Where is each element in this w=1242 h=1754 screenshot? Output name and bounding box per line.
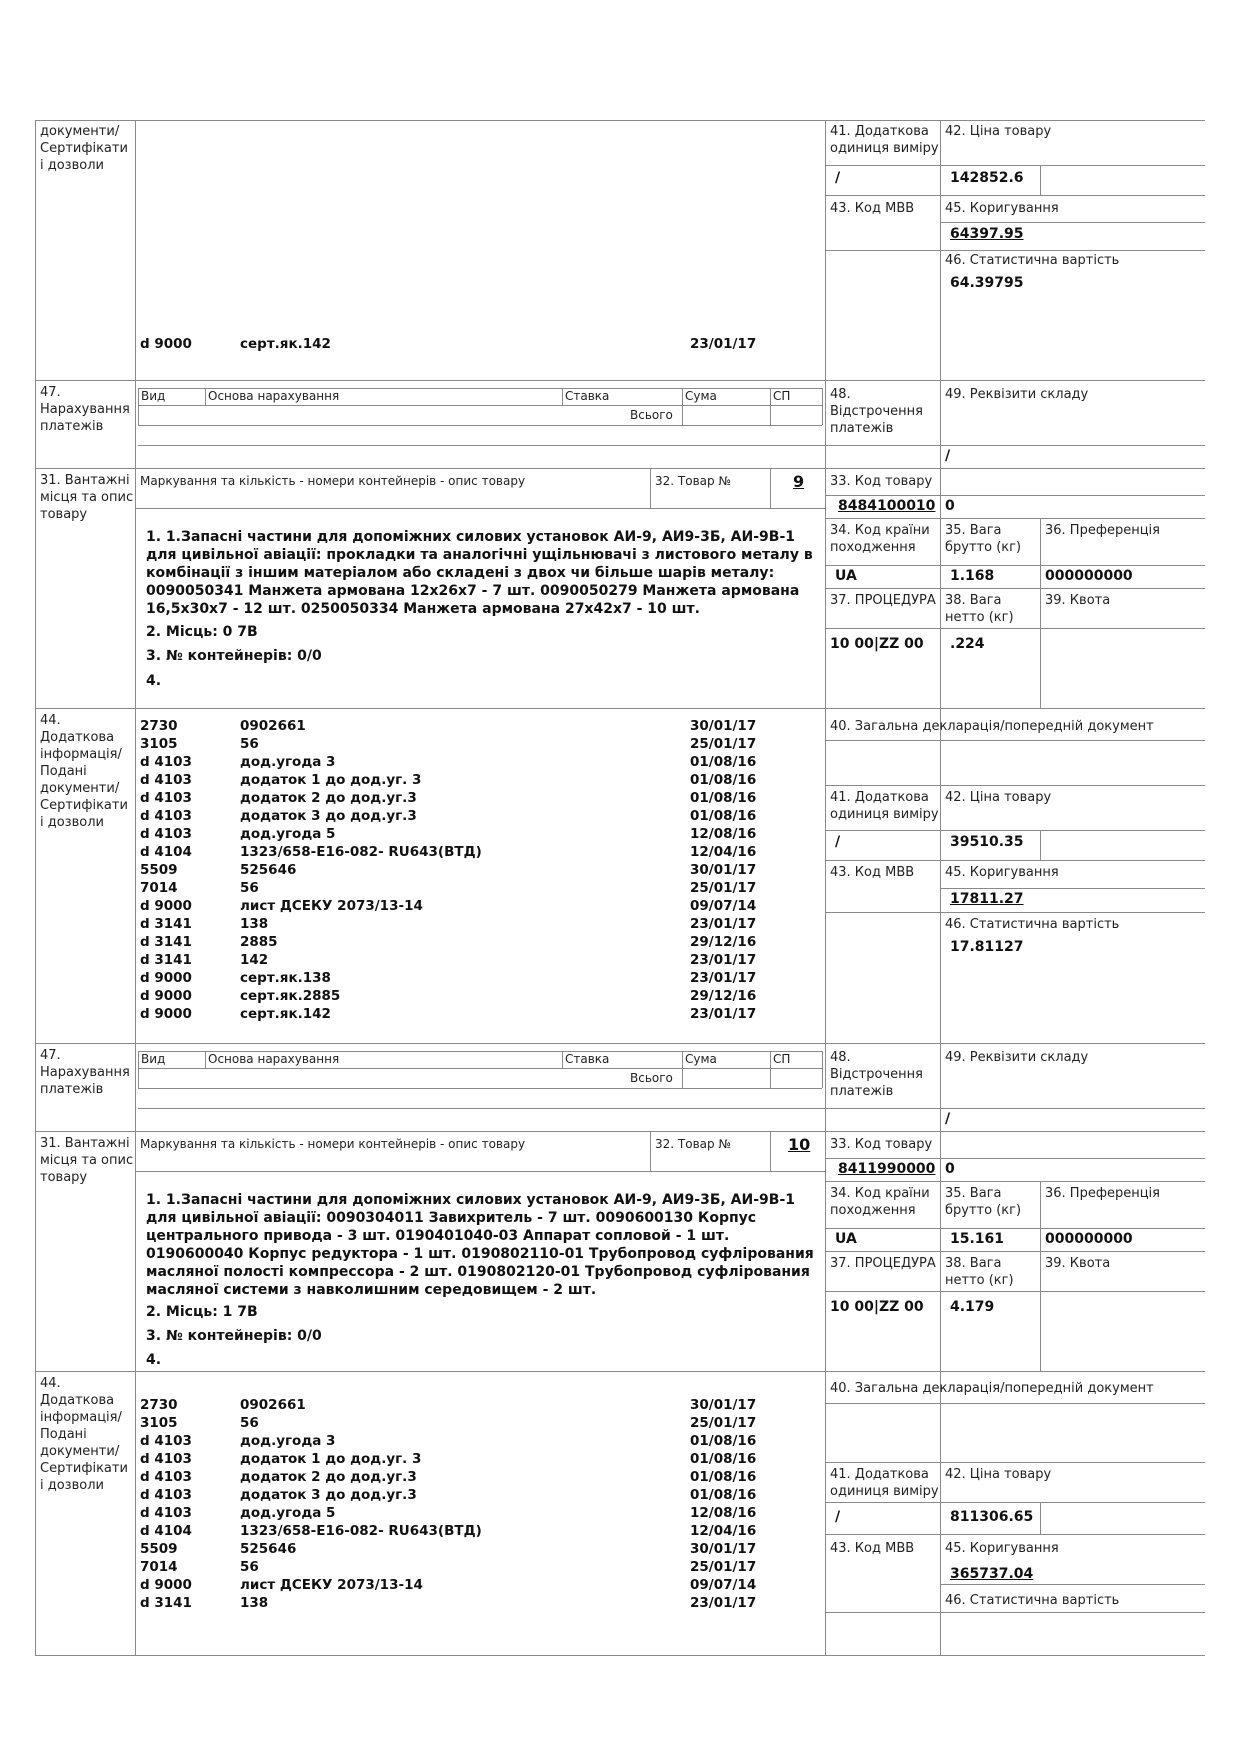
b41-label: 41. Додаткова одиниця виміру bbox=[830, 790, 939, 822]
b44-row-doc: 56 bbox=[240, 736, 259, 752]
b44-row-doc: 2885 bbox=[240, 934, 278, 950]
b44-row-date: 12/08/16 bbox=[690, 1505, 757, 1521]
b32-value: 9 bbox=[793, 472, 805, 491]
b47-col-osnova: Основа нарахування bbox=[208, 1052, 340, 1066]
b33-label: 33. Код товару bbox=[830, 1137, 933, 1152]
b45-label: 45. Коригування bbox=[945, 1541, 1059, 1556]
b44-row-doc: 56 bbox=[240, 1559, 259, 1575]
b33-label: 33. Код товару bbox=[830, 474, 933, 489]
top-b43-label: 43. Код МВВ bbox=[830, 201, 915, 216]
b41-value: / bbox=[835, 1509, 841, 1525]
b37-label: 37. ПРОЦЕДУРА bbox=[830, 593, 936, 608]
b44-row-code: d 4103 bbox=[140, 1505, 192, 1521]
b37-label: 37. ПРОЦЕДУРА bbox=[830, 1256, 936, 1271]
b44-row-date: 01/08/16 bbox=[690, 1451, 757, 1467]
top-extra-date: 23/01/17 bbox=[690, 336, 757, 352]
b44-row-date: 25/01/17 bbox=[690, 1415, 757, 1431]
b44-row-doc: додаток 2 до дод.уг.3 bbox=[240, 790, 417, 806]
b44-row-code: 5509 bbox=[140, 1541, 178, 1557]
b44-row-code: d 3141 bbox=[140, 916, 192, 932]
b32-label: 32. Товар № bbox=[655, 1137, 731, 1151]
b44-label: 44. Додаткова інформація/ Подані документи/ Сертифікати і дозволи bbox=[40, 713, 128, 830]
b46-label: 46. Статистична вартість bbox=[945, 917, 1120, 932]
b44-row-code: 7014 bbox=[140, 1559, 178, 1575]
top-b41-label: 41. Додаткова одиниця виміру bbox=[830, 124, 939, 156]
b44-row-date: 23/01/17 bbox=[690, 1595, 757, 1611]
b44-row-doc: дод.угода 5 bbox=[240, 1505, 336, 1521]
b44-row-doc: 0902661 bbox=[240, 1397, 306, 1413]
b44-row-doc: додаток 1 до дод.уг. 3 bbox=[240, 772, 422, 788]
b37-value: 10 00|ZZ 00 bbox=[830, 1299, 924, 1315]
b44-row-date: 29/12/16 bbox=[690, 934, 757, 950]
top-b42-value: 142852.6 bbox=[950, 170, 1024, 186]
b35-label: 35. Вага брутто (кг) bbox=[945, 523, 1022, 555]
b42-value: 39510.35 bbox=[950, 834, 1024, 850]
b47-col-sp: СП bbox=[773, 1052, 791, 1066]
b47-col-stavka: Ставка bbox=[565, 1052, 610, 1066]
b44-row-code: 2730 bbox=[140, 718, 178, 734]
b38-label: 38. Вага нетто (кг) bbox=[945, 593, 1014, 625]
b42-label: 42. Ціна товару bbox=[945, 1467, 1052, 1482]
b45-value: 365737.04 bbox=[950, 1566, 1034, 1582]
b31-label: 31. Вантажні місця та опис товару bbox=[40, 1136, 134, 1185]
b47-total-label: Всього bbox=[630, 1071, 673, 1085]
item-places: 2. Місць: 1 7В bbox=[146, 1304, 258, 1320]
b34-label: 34. Код країни походження bbox=[830, 523, 930, 555]
b44-row-doc: 1323/658-E16-082- RU643(ВТД) bbox=[240, 844, 482, 860]
b41-value: / bbox=[835, 834, 841, 850]
b44-row-doc: додаток 1 до дод.уг. 3 bbox=[240, 1451, 422, 1467]
b49-value: / bbox=[945, 448, 951, 464]
b44-row-doc: серт.як.2885 bbox=[240, 988, 341, 1004]
b44-row-date: 12/04/16 bbox=[690, 1523, 757, 1539]
b44-row-code: 5509 bbox=[140, 862, 178, 878]
b44-row-date: 12/08/16 bbox=[690, 826, 757, 842]
b38-label: 38. Вага нетто (кг) bbox=[945, 1256, 1014, 1288]
b42-label: 42. Ціна товару bbox=[945, 790, 1052, 805]
b32-label: 32. Товар № bbox=[655, 474, 731, 488]
b44-row-code: d 4103 bbox=[140, 1487, 192, 1503]
b44-row-code: d 3141 bbox=[140, 952, 192, 968]
b33-value: 8411990000 bbox=[838, 1161, 936, 1177]
b35-value: 1.168 bbox=[950, 568, 995, 584]
b47-col-sp: СП bbox=[773, 389, 791, 403]
b44-row-doc: 0902661 bbox=[240, 718, 306, 734]
b44-row-doc: серт.як.138 bbox=[240, 970, 331, 986]
top-b42-label: 42. Ціна товару bbox=[945, 124, 1052, 139]
b44-row-date: 25/01/17 bbox=[690, 880, 757, 896]
b44-row-code: d 4103 bbox=[140, 1433, 192, 1449]
b49-value: / bbox=[945, 1111, 951, 1127]
b47-label: 47. Нарахування платежів bbox=[40, 385, 130, 434]
b36-value: 000000000 bbox=[1045, 1231, 1133, 1247]
b38-value: .224 bbox=[950, 636, 985, 652]
b44-row-date: 25/01/17 bbox=[690, 1559, 757, 1575]
b31-header: Маркування та кількість - номери контейнерів - опис товару bbox=[140, 1137, 526, 1151]
top-docs-label: документи/ Сертифікати і дозволи bbox=[40, 124, 128, 173]
top-b45-label: 45. Коригування bbox=[945, 201, 1059, 216]
b44-row-code: d 4103 bbox=[140, 1469, 192, 1485]
b44-row-doc: лист ДСЕКУ 2073/13-14 bbox=[240, 1577, 423, 1593]
b31-header: Маркування та кількість - номери контейнерів - опис товару bbox=[140, 474, 526, 488]
b44-row-date: 09/07/14 bbox=[690, 898, 757, 914]
b44-row-date: 30/01/17 bbox=[690, 862, 757, 878]
b43-label: 43. Код МВВ bbox=[830, 865, 915, 880]
b44-row-code: d 9000 bbox=[140, 898, 192, 914]
b38-value: 4.179 bbox=[950, 1299, 995, 1315]
b47-col-suma: Сума bbox=[685, 1052, 717, 1066]
item-description: 1. 1.Запасні частини для допоміжних силових установок АИ-9, АИ9-3Б, АИ-9В-1 для цивільної авіації: 0090304011 Завихритель - 7 шт. 0090600130 Корпус центрального привода - 3 шт. 0190401040-03 Аппарат сопловой - 1 шт. 0190600040 Корпус редуктора - 1 шт. 0190802110-01 Трубопровод суфлірования масляної полості компрессора - 2 шт. 0190802120-01 Трубопровод суфлірования масляної системи з навколишним середовищем - 2 шт. bbox=[146, 1192, 814, 1298]
b45-value: 17811.27 bbox=[950, 891, 1024, 907]
item-containers: 3. № контейнерів: 0/0 bbox=[146, 648, 322, 664]
b45-label: 45. Коригування bbox=[945, 865, 1059, 880]
b41-label: 41. Додаткова одиниця виміру bbox=[830, 1467, 939, 1499]
b49-label: 49. Реквізити складу bbox=[945, 387, 1089, 402]
b46-value: 17.81127 bbox=[950, 939, 1024, 955]
b44-row-code: d 4104 bbox=[140, 844, 192, 860]
b44-row-date: 23/01/17 bbox=[690, 952, 757, 968]
b44-row-date: 01/08/16 bbox=[690, 754, 757, 770]
b47-col-suma: Сума bbox=[685, 389, 717, 403]
b44-row-date: 30/01/17 bbox=[690, 718, 757, 734]
top-extra-doc: серт.як.142 bbox=[240, 336, 331, 352]
b44-row-doc: серт.як.142 bbox=[240, 1006, 331, 1022]
b37-value: 10 00|ZZ 00 bbox=[830, 636, 924, 652]
b44-row-date: 29/12/16 bbox=[690, 988, 757, 1004]
b44-row-doc: дод.угода 3 bbox=[240, 1433, 336, 1449]
b44-row-code: d 3141 bbox=[140, 1595, 192, 1611]
b44-row-doc: 142 bbox=[240, 952, 269, 968]
b47-total-label: Всього bbox=[630, 408, 673, 422]
b44-row-doc: 525646 bbox=[240, 1541, 297, 1557]
b44-row-doc: додаток 2 до дод.уг.3 bbox=[240, 1469, 417, 1485]
b32-value: 10 bbox=[788, 1135, 811, 1154]
b44-row-doc: дод.угода 5 bbox=[240, 826, 336, 842]
b48-label: 48. Відстрочення платежів bbox=[830, 387, 923, 436]
b44-row-date: 01/08/16 bbox=[690, 790, 757, 806]
b44-row-code: 3105 bbox=[140, 1415, 178, 1431]
b39-label: 39. Квота bbox=[1045, 1256, 1111, 1271]
b44-row-doc: дод.угода 3 bbox=[240, 754, 336, 770]
b33-suffix: 0 bbox=[945, 498, 955, 514]
b43-label: 43. Код МВВ bbox=[830, 1541, 915, 1556]
b44-row-date: 30/01/17 bbox=[690, 1541, 757, 1557]
b47-col-osnova: Основа нарахування bbox=[208, 389, 340, 403]
b44-row-date: 30/01/17 bbox=[690, 1397, 757, 1413]
b44-label: 44. Додаткова інформація/ Подані документи/ Сертифікати і дозволи bbox=[40, 1376, 128, 1493]
b47-col-stavka: Ставка bbox=[565, 389, 610, 403]
b33-value: 8484100010 bbox=[838, 498, 936, 514]
b44-row-doc: 1323/658-E16-082- RU643(ВТД) bbox=[240, 1523, 482, 1539]
b44-row-date: 01/08/16 bbox=[690, 772, 757, 788]
b34-label: 34. Код країни походження bbox=[830, 1186, 930, 1218]
b39-label: 39. Квота bbox=[1045, 593, 1111, 608]
b44-row-doc: 56 bbox=[240, 1415, 259, 1431]
b44-row-code: d 3141 bbox=[140, 934, 192, 950]
item-p4: 4. bbox=[146, 673, 162, 689]
b42-value: 811306.65 bbox=[950, 1509, 1034, 1525]
b47-label: 47. Нарахування платежів bbox=[40, 1048, 130, 1097]
b44-row-doc: 138 bbox=[240, 916, 269, 932]
item-description: 1. 1.Запасні частини для допоміжних силових установок АИ-9, АИ9-3Б, АИ-9В-1 для цивільної авіації: прокладки та аналогічні ущільнювачі з листового металу в комбінації з іншим матеріалом або складені з двох чи більше шарів металу: 0090050341 Манжета армована 12x26x7 - 7 шт. 0090050279 Манжета армована 16,5x30x7 - 12 шт. 0250050334 Манжета армована 27x42x7 - 10 шт. bbox=[146, 529, 813, 617]
b44-row-code: d 4103 bbox=[140, 754, 192, 770]
b44-row-date: 23/01/17 bbox=[690, 1006, 757, 1022]
b44-row-code: d 4103 bbox=[140, 808, 192, 824]
b44-row-date: 23/01/17 bbox=[690, 970, 757, 986]
b44-row-date: 01/08/16 bbox=[690, 1487, 757, 1503]
top-b46-label: 46. Статистична вартість bbox=[945, 253, 1120, 268]
b48-label: 48. Відстрочення платежів bbox=[830, 1050, 923, 1099]
b34-value: UA bbox=[835, 568, 857, 584]
top-b41-value: / bbox=[835, 170, 841, 186]
b44-row-code: d 4104 bbox=[140, 1523, 192, 1539]
b44-row-date: 23/01/17 bbox=[690, 916, 757, 932]
b35-label: 35. Вага брутто (кг) bbox=[945, 1186, 1022, 1218]
b44-row-code: d 9000 bbox=[140, 988, 192, 1004]
b44-row-code: d 4103 bbox=[140, 790, 192, 806]
b40-label: 40. Загальна декларація/попередній документ bbox=[830, 1381, 1154, 1396]
b49-label: 49. Реквізити складу bbox=[945, 1050, 1089, 1065]
b36-value: 000000000 bbox=[1045, 568, 1133, 584]
b44-row-date: 01/08/16 bbox=[690, 808, 757, 824]
b47-col-vyd: Вид bbox=[141, 1052, 166, 1066]
b44-row-code: d 4103 bbox=[140, 1451, 192, 1467]
b44-row-code: 2730 bbox=[140, 1397, 178, 1413]
b44-row-code: d 9000 bbox=[140, 970, 192, 986]
b44-row-doc: додаток 3 до дод.уг.3 bbox=[240, 1487, 417, 1503]
b44-row-code: d 4103 bbox=[140, 772, 192, 788]
b36-label: 36. Преференція bbox=[1045, 1186, 1160, 1201]
b40-label: 40. Загальна декларація/попередній документ bbox=[830, 719, 1154, 734]
top-b46-value: 64.39795 bbox=[950, 275, 1024, 291]
item-containers: 3. № контейнерів: 0/0 bbox=[146, 1328, 322, 1344]
b44-row-code: d 9000 bbox=[140, 1006, 192, 1022]
b44-row-date: 12/04/16 bbox=[690, 844, 757, 860]
b46-label: 46. Статистична вартість bbox=[945, 1593, 1120, 1608]
b36-label: 36. Преференція bbox=[1045, 523, 1160, 538]
b44-row-date: 01/08/16 bbox=[690, 1433, 757, 1449]
top-extra-code: d 9000 bbox=[140, 336, 192, 352]
b44-row-doc: 138 bbox=[240, 1595, 269, 1611]
b44-row-doc: 56 bbox=[240, 880, 259, 896]
b31-label: 31. Вантажні місця та опис товару bbox=[40, 473, 134, 522]
item-places: 2. Місць: 0 7В bbox=[146, 624, 258, 640]
top-b45-value: 64397.95 bbox=[950, 226, 1024, 242]
b35-value: 15.161 bbox=[950, 1231, 1005, 1247]
b44-row-code: d 9000 bbox=[140, 1577, 192, 1593]
b44-row-doc: лист ДСЕКУ 2073/13-14 bbox=[240, 898, 423, 914]
b44-row-date: 01/08/16 bbox=[690, 1469, 757, 1485]
b44-row-date: 09/07/14 bbox=[690, 1577, 757, 1593]
b33-suffix: 0 bbox=[945, 1161, 955, 1177]
b44-row-code: d 4103 bbox=[140, 826, 192, 842]
b44-row-date: 25/01/17 bbox=[690, 736, 757, 752]
b44-row-doc: 525646 bbox=[240, 862, 297, 878]
b44-row-code: 3105 bbox=[140, 736, 178, 752]
item-p4: 4. bbox=[146, 1352, 162, 1368]
b44-row-code: 7014 bbox=[140, 880, 178, 896]
b47-col-vyd: Вид bbox=[141, 389, 166, 403]
b44-row-doc: додаток 3 до дод.уг.3 bbox=[240, 808, 417, 824]
b34-value: UA bbox=[835, 1231, 857, 1247]
